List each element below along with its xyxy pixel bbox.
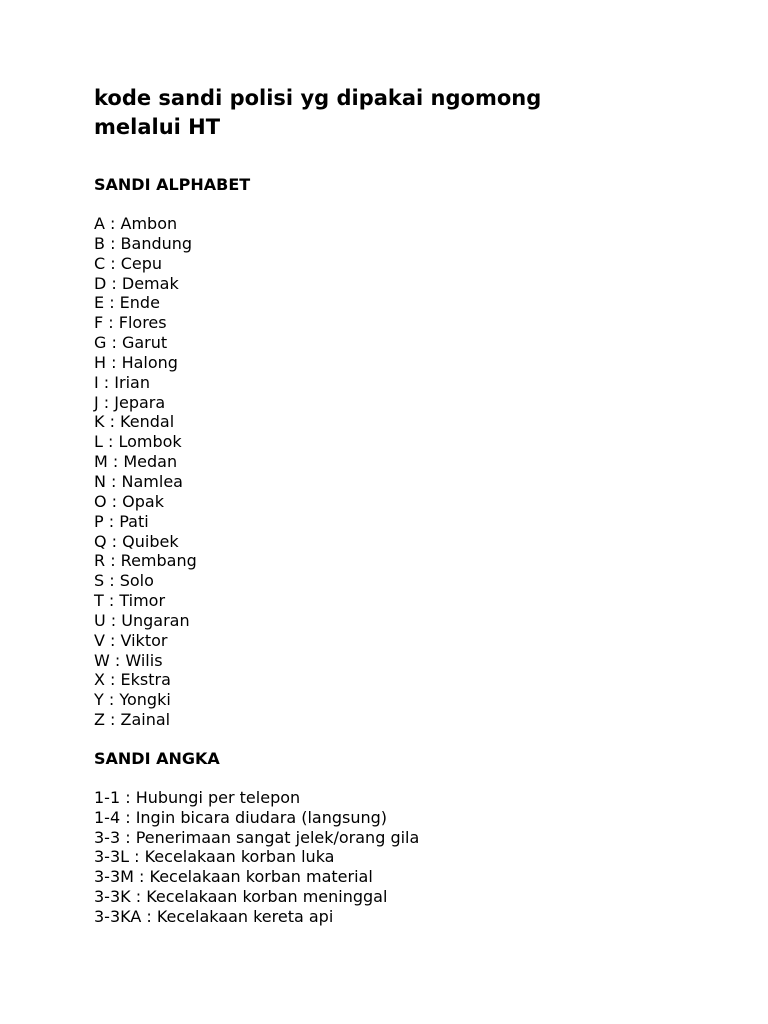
- alphabet-code-item: Q : Quibek: [94, 531, 179, 551]
- document-page: [94, 84, 734, 927]
- spacer: [94, 769, 734, 788]
- alphabet-code-item: Z : Zainal: [94, 710, 171, 730]
- alphabet-code-item: O : Opak: [94, 491, 164, 511]
- alphabet-code-item: T : Timor: [94, 591, 166, 611]
- document-title: [94, 84, 734, 142]
- alphabet-code-item: P : Pati: [94, 511, 149, 531]
- alphabet-code-item: H : Halong: [94, 352, 178, 372]
- alphabet-code-item: B : Bandung: [94, 233, 193, 253]
- alphabet-code-item: S : Solo: [94, 571, 154, 591]
- alphabet-code-item: X : Ekstra: [94, 670, 171, 690]
- alphabet-code-item: G : Garut: [94, 333, 168, 353]
- alphabet-code-item: F : Flores: [94, 313, 167, 333]
- number-code-item: 3-3K : Kecelakaan korban meninggal: [94, 887, 388, 907]
- alphabet-code-list: [94, 214, 734, 730]
- spacer: [94, 142, 734, 175]
- alphabet-code-item: D : Demak: [94, 273, 179, 293]
- alphabet-code-item: Y : Yongki: [94, 690, 171, 710]
- number-code-list: [94, 788, 734, 927]
- alphabet-code-item: J : Jepara: [94, 392, 166, 412]
- number-code-item: 1-1 : Hubungi per telepon: [94, 787, 301, 807]
- alphabet-code-item: C : Cepu: [94, 253, 163, 273]
- number-code-item: 3-3M : Kecelakaan korban material: [94, 867, 373, 887]
- number-code-item: 3-3 : Penerimaan sangat jelek/orang gila: [94, 827, 420, 847]
- document-title-line-1: kode sandi polisi yg dipakai ngomong: [94, 86, 542, 110]
- alphabet-code-item: U : Ungaran: [94, 610, 190, 630]
- alphabet-code-item: E : Ende: [94, 293, 160, 313]
- alphabet-code-item: M : Medan: [94, 452, 178, 472]
- section-heading-alphabet: SANDI ALPHABET: [94, 175, 251, 194]
- alphabet-code-item: K : Kendal: [94, 412, 175, 432]
- number-code-item: 1-4 : Ingin bicara diudara (langsung): [94, 807, 388, 827]
- number-code-item: 3-3L : Kecelakaan korban luka: [94, 847, 335, 867]
- alphabet-code-item: A : Ambon: [94, 214, 178, 233]
- alphabet-code-item: N : Namlea: [94, 471, 183, 491]
- document-title-line-2: melalui HT: [94, 115, 221, 139]
- section-heading-angka: SANDI ANGKA: [94, 748, 220, 768]
- number-code-item: 3-3KA : Kecelakaan kereta api: [94, 907, 334, 926]
- alphabet-code-item: V : Viktor: [94, 630, 168, 650]
- spacer: [94, 195, 734, 214]
- alphabet-code-item: R : Rembang: [94, 551, 197, 571]
- spacer: [94, 730, 734, 749]
- alphabet-code-item: I : Irian: [94, 372, 150, 392]
- alphabet-code-item: W : Wilis: [94, 650, 163, 670]
- alphabet-code-item: L : Lombok: [94, 432, 182, 452]
